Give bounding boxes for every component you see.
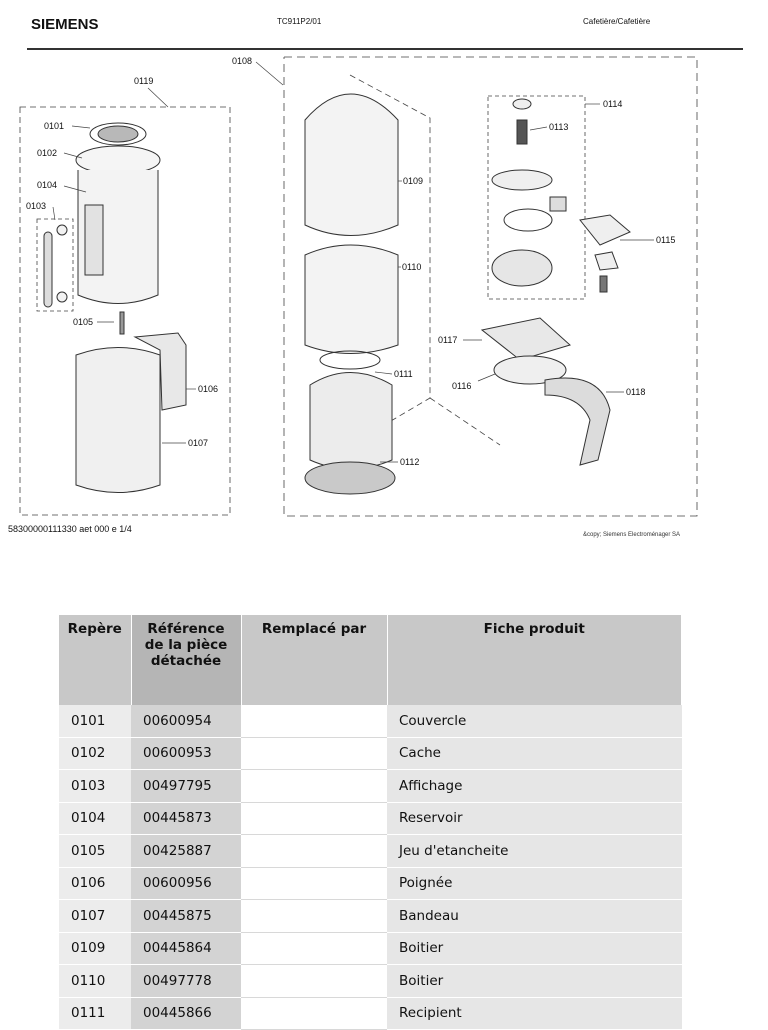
cell-product: Couvercle bbox=[387, 705, 682, 737]
brand-name: SIEMENS bbox=[31, 16, 99, 33]
callout-0109: 0109 bbox=[403, 176, 424, 186]
callout-0107: 0107 bbox=[188, 438, 209, 448]
exploded-view-diagram bbox=[0, 52, 768, 542]
cell-replaced-by bbox=[241, 737, 387, 770]
callout-0103: 0103 bbox=[26, 201, 47, 211]
cell-reference: 00445866 bbox=[131, 997, 241, 1030]
cell-reference: 00425887 bbox=[131, 835, 241, 868]
table-row bbox=[59, 737, 682, 770]
cell-repere: 0102 bbox=[59, 737, 131, 770]
callout-0111: 0111 bbox=[394, 369, 413, 379]
table-row bbox=[59, 705, 682, 737]
table-row bbox=[59, 997, 682, 1030]
cell-reference: 00600956 bbox=[131, 867, 241, 900]
cell-product: Boitier bbox=[387, 932, 682, 965]
cell-repere: 0101 bbox=[59, 705, 131, 737]
copyright-notice: &copy; Siemens Electroménager SA bbox=[583, 532, 681, 538]
callout-0114: 0114 bbox=[603, 99, 623, 109]
cell-repere: 0103 bbox=[59, 770, 131, 803]
callout-0119: 0119 bbox=[134, 76, 154, 86]
cell-repere: 0109 bbox=[59, 932, 131, 965]
cell-replaced-by bbox=[241, 900, 387, 933]
cell-repere: 0106 bbox=[59, 867, 131, 900]
parts-table bbox=[59, 615, 682, 1030]
cell-replaced-by bbox=[241, 802, 387, 835]
callout-0113: 0113 bbox=[549, 122, 569, 132]
cell-replaced-by bbox=[241, 867, 387, 900]
cell-replaced-by bbox=[241, 705, 387, 737]
cell-replaced-by bbox=[241, 965, 387, 998]
cell-replaced-by bbox=[241, 770, 387, 803]
callout-0105: 0105 bbox=[73, 317, 94, 327]
callout-0118: 0118 bbox=[626, 387, 646, 397]
product-type: Cafetière/Cafetière bbox=[583, 17, 651, 26]
callout-0108: 0108 bbox=[232, 56, 253, 66]
header-product: Fiche produit bbox=[387, 615, 682, 705]
document-reference: 58300000111330 aet 000 e 1/4 bbox=[8, 524, 132, 534]
cell-replaced-by bbox=[241, 932, 387, 965]
callout-0115: 0115 bbox=[656, 235, 676, 245]
table-row bbox=[59, 802, 682, 835]
header-reference: Référence de la pièce détachée bbox=[131, 615, 241, 705]
cell-repere: 0104 bbox=[59, 802, 131, 835]
cell-repere: 0105 bbox=[59, 835, 131, 868]
cell-reference: 00497795 bbox=[131, 770, 241, 803]
table-row bbox=[59, 965, 682, 998]
cell-replaced-by bbox=[241, 997, 387, 1030]
table-header-row bbox=[59, 615, 682, 705]
cell-reference: 00600953 bbox=[131, 737, 241, 770]
cell-reference: 00497778 bbox=[131, 965, 241, 998]
cell-reference: 00445864 bbox=[131, 932, 241, 965]
cell-product: Reservoir bbox=[387, 802, 682, 835]
callout-0117: 0117 bbox=[438, 335, 458, 345]
table-row bbox=[59, 770, 682, 803]
cell-product: Affichage bbox=[387, 770, 682, 803]
table-row bbox=[59, 867, 682, 900]
callout-0104: 0104 bbox=[37, 180, 58, 190]
cell-reference: 00445875 bbox=[131, 900, 241, 933]
table-row bbox=[59, 900, 682, 933]
cell-repere: 0110 bbox=[59, 965, 131, 998]
callout-0110: 0110 bbox=[402, 262, 422, 272]
table-row bbox=[59, 932, 682, 965]
callout-0112: 0112 bbox=[400, 457, 420, 467]
cell-product: Cache bbox=[387, 737, 682, 770]
page-header bbox=[0, 0, 768, 52]
cell-product: Jeu d'etancheite bbox=[387, 835, 682, 868]
callout-0106: 0106 bbox=[198, 384, 219, 394]
cell-reference: 00600954 bbox=[131, 705, 241, 737]
cell-product: Bandeau bbox=[387, 900, 682, 933]
callout-0101: 0101 bbox=[44, 121, 65, 131]
table-row bbox=[59, 835, 682, 868]
header-repere: Repère bbox=[59, 615, 131, 705]
cell-product: Poignée bbox=[387, 867, 682, 900]
cell-replaced-by bbox=[241, 835, 387, 868]
header-replaced-by: Remplacé par bbox=[241, 615, 387, 705]
header-divider bbox=[27, 48, 743, 50]
cell-product: Boitier bbox=[387, 965, 682, 998]
model-number: TC911P2/01 bbox=[277, 17, 322, 26]
callout-0102: 0102 bbox=[37, 148, 58, 158]
callout-0116: 0116 bbox=[452, 381, 472, 391]
cell-repere: 0111 bbox=[59, 997, 131, 1030]
cell-repere: 0107 bbox=[59, 900, 131, 933]
cell-reference: 00445873 bbox=[131, 802, 241, 835]
cell-product: Recipient bbox=[387, 997, 682, 1030]
